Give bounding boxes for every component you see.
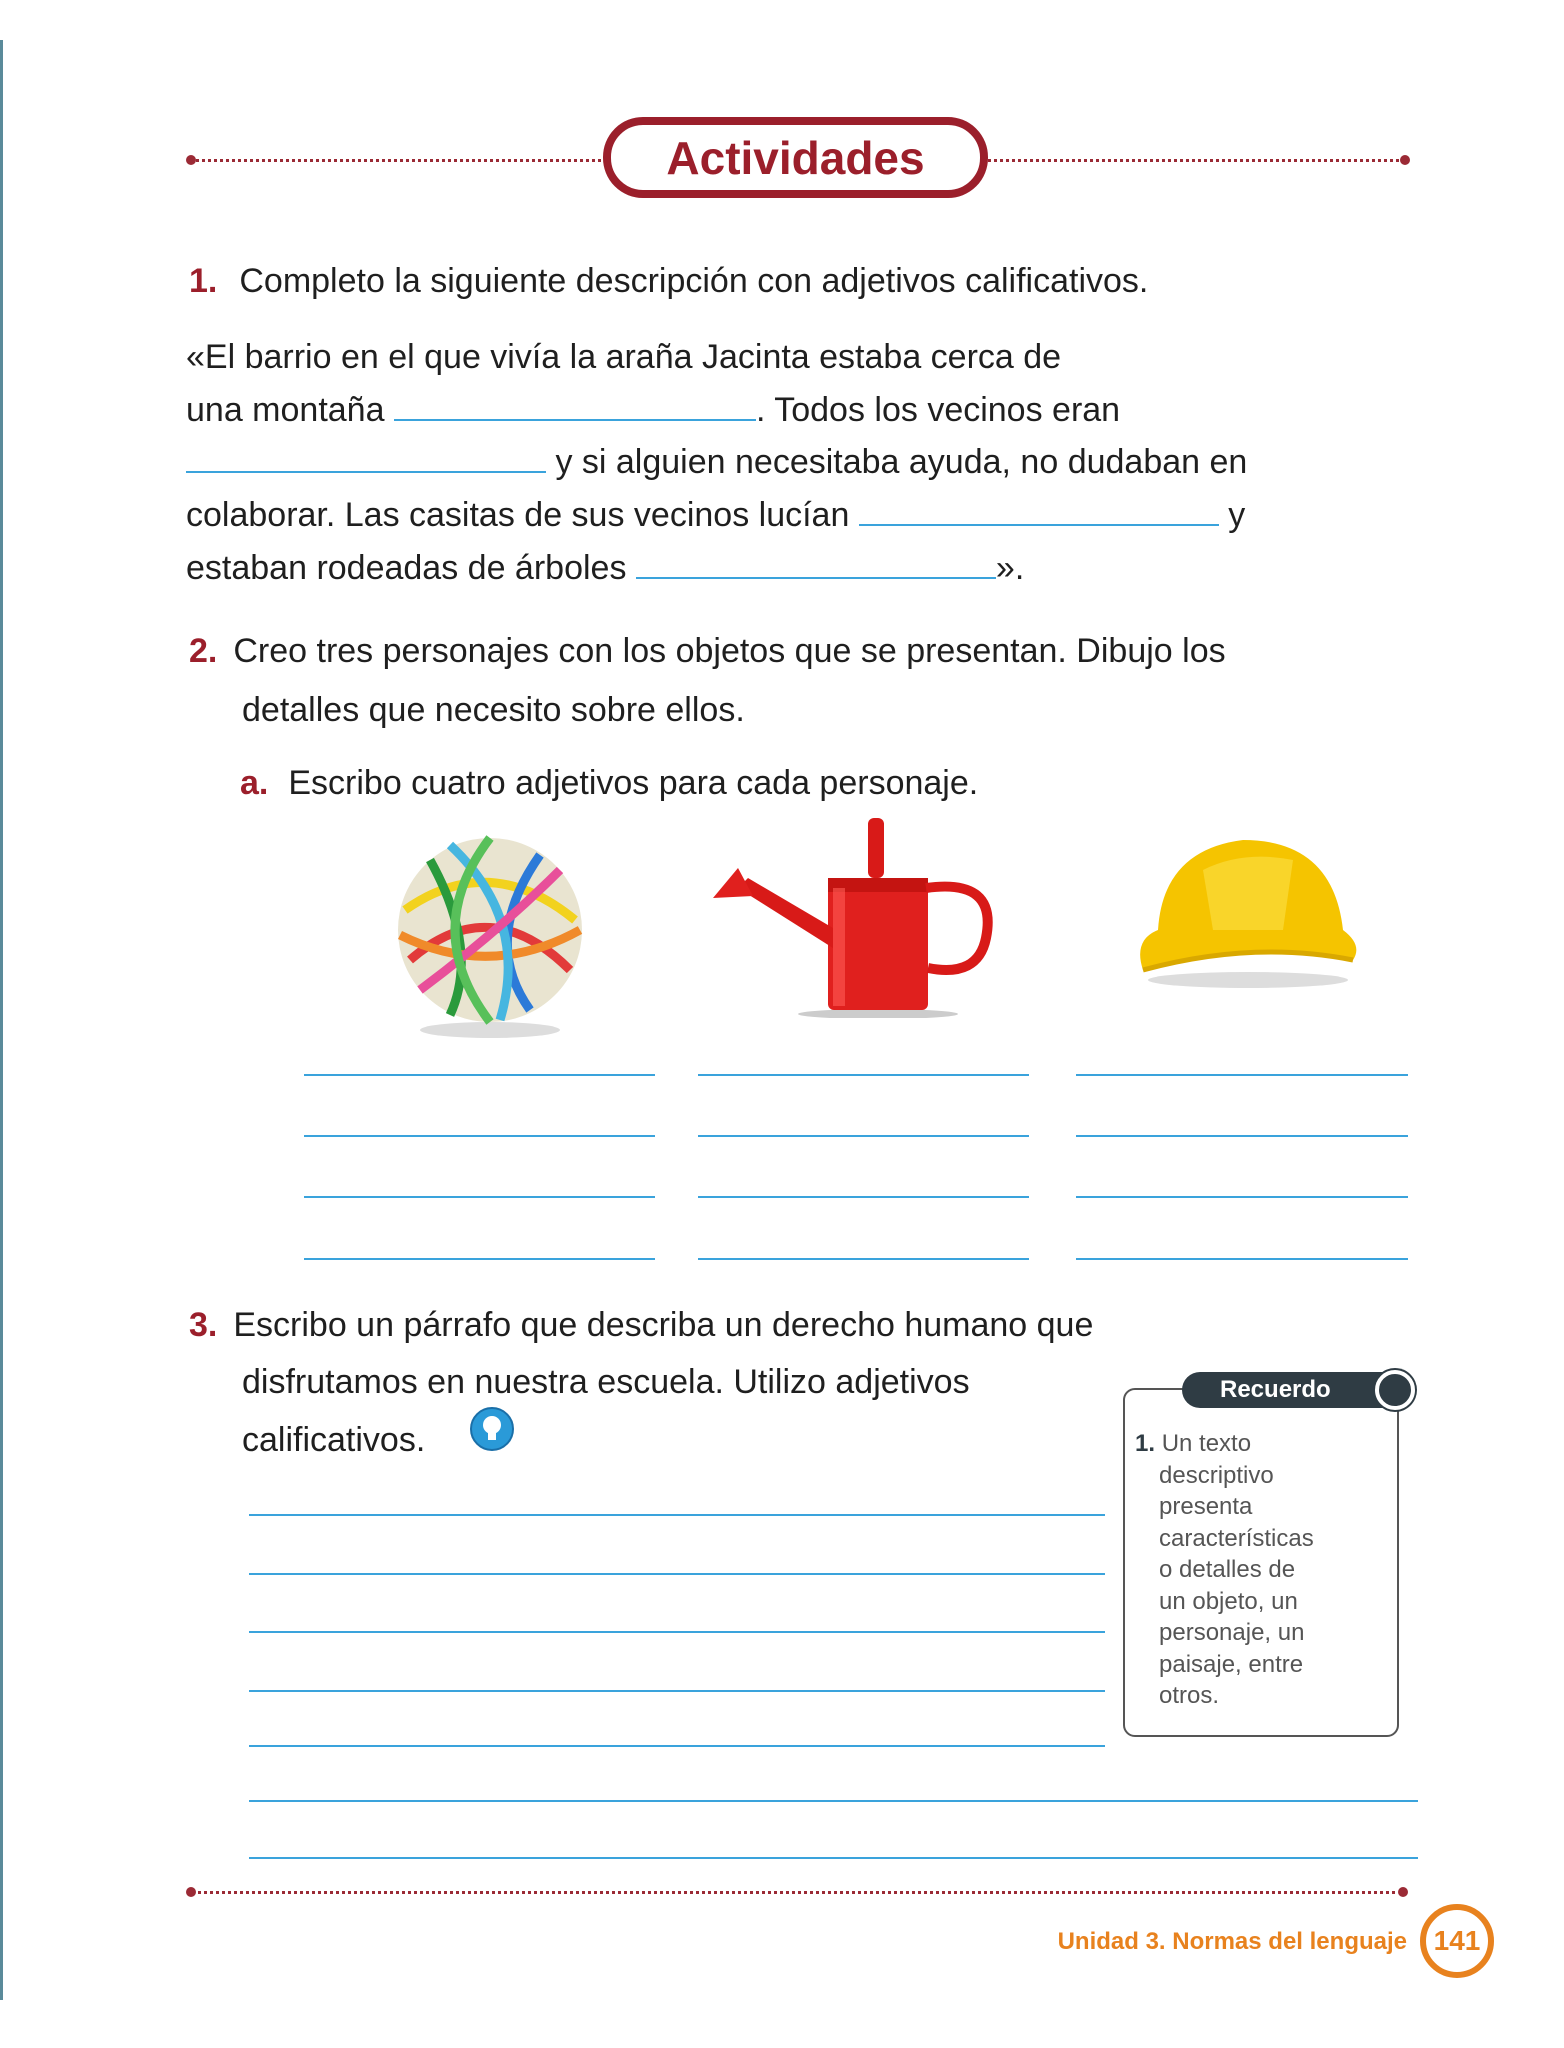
watering-can-image bbox=[708, 818, 1000, 1018]
divider-dot bbox=[1398, 1887, 1408, 1897]
answer-line[interactable] bbox=[1076, 1135, 1408, 1137]
writing-line[interactable] bbox=[249, 1514, 1105, 1516]
page-edge bbox=[0, 40, 3, 2000]
paragraph-line bbox=[186, 393, 1120, 427]
text: una montaña bbox=[186, 391, 385, 429]
text: y si alguien necesitaba ayuda, no dudaban en bbox=[555, 443, 1248, 481]
hard-hat-image bbox=[1133, 830, 1363, 990]
divider-dot bbox=[1400, 155, 1410, 165]
sub-letter: a. bbox=[240, 764, 269, 802]
instruction: Creo tres personajes con los objetos que se presentan. Dibujo los bbox=[233, 632, 1226, 670]
unit-label: Unidad 3. Normas del lenguaje bbox=[1057, 1928, 1407, 1955]
answer-line[interactable] bbox=[698, 1258, 1029, 1260]
writing-line[interactable] bbox=[249, 1857, 1418, 1859]
paragraph-line: «El barrio en el que vivía la araña Jacinta estaba cerca de bbox=[186, 338, 1062, 376]
page-title: Actividades bbox=[603, 117, 988, 198]
answer-line[interactable] bbox=[698, 1135, 1029, 1137]
activity-number: 2. bbox=[189, 632, 218, 670]
writing-line[interactable] bbox=[249, 1573, 1105, 1575]
activity-3-heading bbox=[189, 1308, 1093, 1342]
note-number: 1. bbox=[1135, 1430, 1156, 1457]
note-line: otros. bbox=[1159, 1682, 1220, 1709]
answer-line[interactable] bbox=[698, 1074, 1029, 1076]
text: colaborar. Las casitas de sus vecinos lucían bbox=[186, 496, 850, 534]
paragraph-line bbox=[186, 551, 1024, 585]
note-line: o detalles de bbox=[1159, 1556, 1296, 1583]
paragraph-line bbox=[186, 498, 1245, 532]
writing-line[interactable] bbox=[249, 1745, 1105, 1747]
blank-field[interactable] bbox=[859, 524, 1219, 526]
note-line: un objeto, un bbox=[1159, 1587, 1298, 1615]
answer-line[interactable] bbox=[304, 1074, 655, 1076]
answer-line[interactable] bbox=[304, 1196, 655, 1198]
instruction: Completo la siguiente descripción con adjetivos calificativos. bbox=[239, 262, 1149, 300]
note-line: paisaje, entre bbox=[1159, 1650, 1304, 1678]
note-line: presenta bbox=[1159, 1493, 1253, 1520]
rubber-band-ball-image bbox=[390, 830, 590, 1040]
note-line: personaje, un bbox=[1159, 1619, 1305, 1646]
paragraph-line bbox=[186, 445, 1247, 479]
footer-divider bbox=[191, 1891, 1402, 1894]
circle-icon bbox=[1375, 1370, 1415, 1410]
answer-line[interactable] bbox=[1076, 1258, 1408, 1260]
blank-field[interactable] bbox=[186, 471, 546, 473]
recuerdo-text bbox=[1135, 1428, 1314, 1712]
blank-field[interactable] bbox=[636, 577, 996, 579]
answer-line[interactable] bbox=[304, 1135, 655, 1137]
text: estaban rodeadas de árboles bbox=[186, 549, 627, 587]
activity-number: 3. bbox=[189, 1306, 218, 1344]
activity-number: 1. bbox=[189, 262, 218, 300]
note-line: características bbox=[1159, 1524, 1314, 1552]
instruction: calificativos. bbox=[242, 1421, 426, 1459]
instruction: Escribo cuatro adjetivos para cada personaje. bbox=[288, 764, 979, 802]
page-number: 141 bbox=[1420, 1904, 1494, 1978]
note-line: Un texto bbox=[1161, 1430, 1252, 1457]
activity-2-heading bbox=[189, 634, 1226, 668]
text: ». bbox=[995, 549, 1025, 587]
lightbulb-icon bbox=[469, 1406, 515, 1452]
text: y bbox=[1228, 496, 1246, 534]
instruction: disfrutamos en nuestra escuela. Utilizo adjetivos bbox=[242, 1363, 970, 1401]
answer-line[interactable] bbox=[1076, 1196, 1408, 1198]
activity-1-heading bbox=[189, 264, 1148, 298]
divider-dot bbox=[186, 155, 196, 165]
blank-field[interactable] bbox=[394, 419, 756, 421]
answer-line[interactable] bbox=[698, 1196, 1029, 1198]
instruction: Escribo un párrafo que describa un derecho humano que bbox=[233, 1306, 1094, 1344]
text: . Todos los vecinos eran bbox=[755, 391, 1121, 429]
writing-line[interactable] bbox=[249, 1690, 1105, 1692]
note-line: descriptivo bbox=[1159, 1461, 1274, 1489]
sub-activity-a bbox=[240, 766, 978, 800]
instruction: detalles que necesito sobre ellos. bbox=[242, 691, 745, 729]
recuerdo-title: Recuerdo bbox=[1182, 1372, 1415, 1408]
answer-line[interactable] bbox=[1076, 1074, 1408, 1076]
writing-line[interactable] bbox=[249, 1800, 1418, 1802]
divider-dot bbox=[186, 1887, 196, 1897]
writing-line[interactable] bbox=[249, 1631, 1105, 1633]
answer-line[interactable] bbox=[304, 1258, 655, 1260]
